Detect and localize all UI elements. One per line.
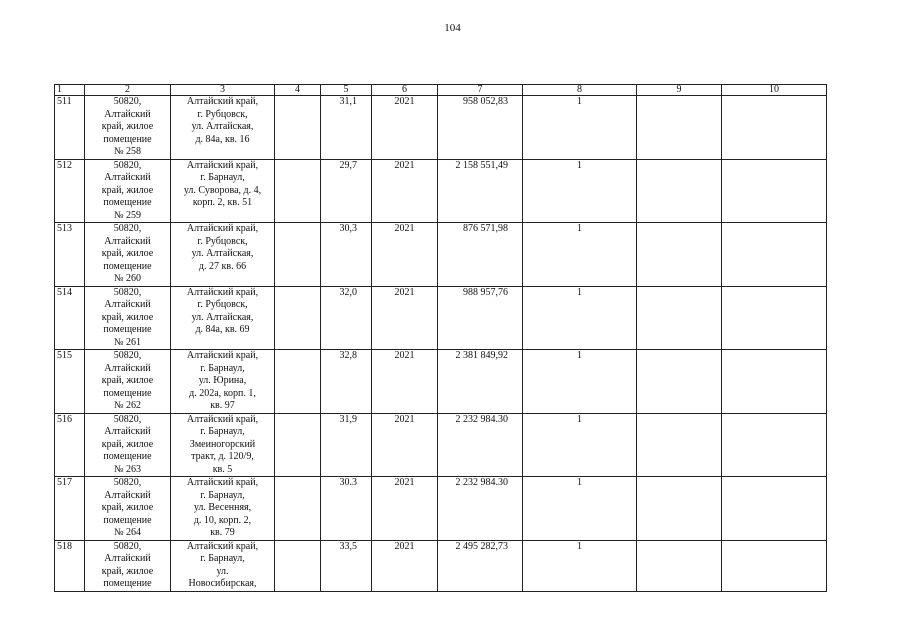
row-number-cell: 512 <box>55 159 85 223</box>
object-name-cell-line: помещение <box>103 451 152 462</box>
object-name-cell-line: Алтайский <box>104 553 151 564</box>
column-8-cell: 1 <box>523 286 637 350</box>
area-cell: 29,7 <box>321 159 372 223</box>
area-cell: 32,8 <box>321 350 372 414</box>
year-cell: 2021 <box>372 540 438 591</box>
column-10-cell <box>722 286 827 350</box>
address-cell-line: г. Барнаул, <box>200 362 245 374</box>
object-name-cell-line: Алтайский <box>104 172 151 183</box>
object-name-cell-line: край, жилое <box>101 121 154 132</box>
column-8-cell: 1 <box>523 413 637 477</box>
table-row <box>55 96 827 160</box>
value-cell: 958 052,83 <box>438 96 523 160</box>
object-name-cell-line: край, жилое <box>101 184 154 196</box>
object-name-cell-line: край, жилое <box>101 375 154 386</box>
address-cell-line: ул. Весенняя, <box>193 502 252 513</box>
column-9-cell <box>637 159 722 223</box>
address-cell-line: д. 27 кв. 66 <box>198 260 247 272</box>
address-cell-line: г. Барнаул, <box>200 553 245 564</box>
column-10-cell <box>722 477 827 541</box>
object-name-cell-line: Алтайский <box>104 235 151 247</box>
object-name-cell-line: № 260 <box>113 273 142 284</box>
area-cell: 33,5 <box>321 540 372 591</box>
address-cell-line: корп. 2, кв. 51 <box>192 197 253 208</box>
object-name-cell <box>85 286 171 350</box>
table-row <box>55 159 827 223</box>
column-8-cell: 1 <box>523 540 637 591</box>
address-cell-line: ул. Алтайская, <box>191 248 254 259</box>
table-row <box>55 540 827 591</box>
row-number-cell: 517 <box>55 477 85 541</box>
value-cell: 876 571,98 <box>438 223 523 287</box>
address-cell-line: г. Барнаул, <box>200 426 245 437</box>
object-name-cell-line: помещение <box>103 260 152 272</box>
object-name-cell <box>85 413 171 477</box>
header-cell: 9 <box>637 85 722 96</box>
column-10-cell <box>722 413 827 477</box>
column-4-cell <box>275 96 321 160</box>
address-cell <box>171 96 275 160</box>
table-row <box>55 350 827 414</box>
address-cell-line: г. Рубцовск, <box>197 108 248 120</box>
object-name-cell-line: край, жилое <box>101 311 154 323</box>
column-10-cell <box>722 540 827 591</box>
object-name-cell <box>85 159 171 223</box>
column-9-cell <box>637 413 722 477</box>
area-cell: 32,0 <box>321 286 372 350</box>
object-name-cell-line: помещение <box>103 133 152 145</box>
year-cell: 2021 <box>372 350 438 414</box>
address-cell <box>171 223 275 287</box>
table-row <box>55 286 827 350</box>
value-cell: 988 957,76 <box>438 286 523 350</box>
column-9-cell <box>637 477 722 541</box>
area-cell: 30.3 <box>321 477 372 541</box>
address-cell-line: ул. Суворова, д. 4, <box>183 184 262 196</box>
column-4-cell <box>275 223 321 287</box>
area-cell: 31,1 <box>321 96 372 160</box>
object-name-cell <box>85 350 171 414</box>
address-cell-line: кв. 79 <box>210 527 235 538</box>
object-name-cell-line: Алтайский <box>104 299 151 310</box>
column-8-cell: 1 <box>523 223 637 287</box>
address-cell-line: Алтайский край, <box>186 413 259 425</box>
row-number-cell: 516 <box>55 413 85 477</box>
table-row <box>55 477 827 541</box>
object-name-cell-line: край, жилое <box>101 502 154 513</box>
object-name-cell <box>85 96 171 160</box>
column-9-cell <box>637 350 722 414</box>
address-cell <box>171 159 275 223</box>
value-cell: 2 232 984.30 <box>438 477 523 541</box>
object-name-cell-line: Алтайский <box>104 426 151 437</box>
column-8-cell: 1 <box>523 159 637 223</box>
address-cell-line: Алтайский край, <box>186 350 259 361</box>
object-name-cell-line: край, жилое <box>101 565 154 577</box>
table-row <box>55 223 827 287</box>
address-cell <box>171 540 275 591</box>
object-name-cell-line: № 262 <box>113 400 142 411</box>
header-row <box>55 85 827 96</box>
object-name-cell-line: помещение <box>103 514 152 526</box>
object-name-cell <box>85 540 171 591</box>
column-4-cell <box>275 159 321 223</box>
column-10-cell <box>722 223 827 287</box>
object-name-cell-line: 50820, <box>113 96 142 107</box>
row-number-cell: 513 <box>55 223 85 287</box>
value-cell: 2 381 849,92 <box>438 350 523 414</box>
year-cell: 2021 <box>372 159 438 223</box>
object-name-cell-line: № 264 <box>113 527 142 538</box>
object-name-cell-line: 50820, <box>113 159 142 171</box>
address-cell-line: г. Рубцовск, <box>197 235 248 247</box>
value-cell: 2 158 551,49 <box>438 159 523 223</box>
address-cell-line: ул. <box>216 565 229 577</box>
row-number-cell: 518 <box>55 540 85 591</box>
object-name-cell-line: помещение <box>103 197 152 208</box>
address-cell-line: Алтайский край, <box>186 286 259 298</box>
header-cell: 4 <box>275 85 321 96</box>
address-cell-line: тракт, д. 120/9, <box>191 451 254 462</box>
column-8-cell: 1 <box>523 96 637 160</box>
object-name-cell-line: 50820, <box>113 477 142 488</box>
object-name-cell-line: Алтайский <box>104 108 151 120</box>
address-cell-line: д. 10, корп. 2, <box>193 514 252 526</box>
object-name-cell-line: № 259 <box>113 209 142 221</box>
object-name-cell-line: № 263 <box>113 463 142 475</box>
header-cell: 5 <box>321 85 372 96</box>
address-cell-line: д. 202а, корп. 1, <box>189 387 256 399</box>
column-8-cell: 1 <box>523 350 637 414</box>
column-4-cell <box>275 413 321 477</box>
object-name-cell-line: 50820, <box>113 223 142 234</box>
column-4-cell <box>275 540 321 591</box>
page-number: 104 <box>444 22 461 34</box>
object-name-cell-line: край, жилое <box>101 438 154 450</box>
area-cell: 31,9 <box>321 413 372 477</box>
year-cell: 2021 <box>372 286 438 350</box>
header-cell: 7 <box>438 85 523 96</box>
address-cell-line: г. Рубцовск, <box>197 299 248 310</box>
property-registry-table <box>54 84 827 592</box>
year-cell: 2021 <box>372 477 438 541</box>
column-9-cell <box>637 223 722 287</box>
object-name-cell-line: Алтайский <box>104 362 151 374</box>
column-4-cell <box>275 350 321 414</box>
row-number-cell: 514 <box>55 286 85 350</box>
object-name-cell-line: 50820, <box>113 286 142 298</box>
column-10-cell <box>722 96 827 160</box>
address-cell-line: д. 84а, кв. 69 <box>195 324 250 335</box>
table-row <box>55 413 827 477</box>
object-name-cell-line: помещение <box>103 387 152 399</box>
column-9-cell <box>637 286 722 350</box>
column-10-cell <box>722 159 827 223</box>
object-name-cell-line: помещение <box>103 324 152 335</box>
address-cell-line: ул. Алтайская, <box>191 311 254 323</box>
address-cell-line: ул. Алтайская, <box>191 121 254 132</box>
object-name-cell-line: 50820, <box>113 350 142 361</box>
value-cell: 2 232 984.30 <box>438 413 523 477</box>
header-cell: 1 <box>55 85 85 96</box>
address-cell-line: Алтайский край, <box>186 477 259 488</box>
address-cell-line: Змеиногорский <box>189 438 256 450</box>
row-number-cell: 515 <box>55 350 85 414</box>
column-9-cell <box>637 540 722 591</box>
value-cell: 2 495 282,73 <box>438 540 523 591</box>
object-name-cell <box>85 223 171 287</box>
column-9-cell <box>637 96 722 160</box>
object-name-cell-line: край, жилое <box>101 248 154 259</box>
address-cell-line: Алтайский край, <box>186 96 259 107</box>
address-cell <box>171 477 275 541</box>
address-cell-line: д. 84а, кв. 16 <box>195 133 250 145</box>
column-4-cell <box>275 286 321 350</box>
address-cell-line: Алтайский край, <box>186 159 259 171</box>
object-name-cell-line: Алтайский <box>104 489 151 501</box>
address-cell-line: кв. 5 <box>212 463 233 475</box>
year-cell: 2021 <box>372 96 438 160</box>
header-cell: 8 <box>523 85 637 96</box>
column-8-cell: 1 <box>523 477 637 541</box>
object-name-cell-line: 50820, <box>113 540 142 552</box>
address-cell <box>171 413 275 477</box>
area-cell: 30,3 <box>321 223 372 287</box>
address-cell-line: г. Барнаул, <box>200 172 245 183</box>
header-cell: 10 <box>722 85 827 96</box>
year-cell: 2021 <box>372 413 438 477</box>
address-cell <box>171 350 275 414</box>
object-name-cell-line: 50820, <box>113 413 142 425</box>
row-number-cell: 511 <box>55 96 85 160</box>
object-name-cell-line: № 261 <box>113 336 142 348</box>
address-cell-line: кв. 97 <box>210 400 235 411</box>
address-cell-line: г. Барнаул, <box>200 489 245 501</box>
header-cell: 6 <box>372 85 438 96</box>
header-cell: 3 <box>171 85 275 96</box>
address-cell <box>171 286 275 350</box>
header-cell: 2 <box>85 85 171 96</box>
column-4-cell <box>275 477 321 541</box>
address-cell-line: Новосибирская, <box>188 578 257 589</box>
address-cell-line: Алтайский край, <box>186 540 259 552</box>
year-cell: 2021 <box>372 223 438 287</box>
address-cell-line: ул. Юрина, <box>198 375 247 386</box>
object-name-cell-line: помещение <box>103 578 152 589</box>
column-10-cell <box>722 350 827 414</box>
object-name-cell <box>85 477 171 541</box>
address-cell-line: Алтайский край, <box>186 223 259 234</box>
object-name-cell-line: № 258 <box>113 146 142 157</box>
